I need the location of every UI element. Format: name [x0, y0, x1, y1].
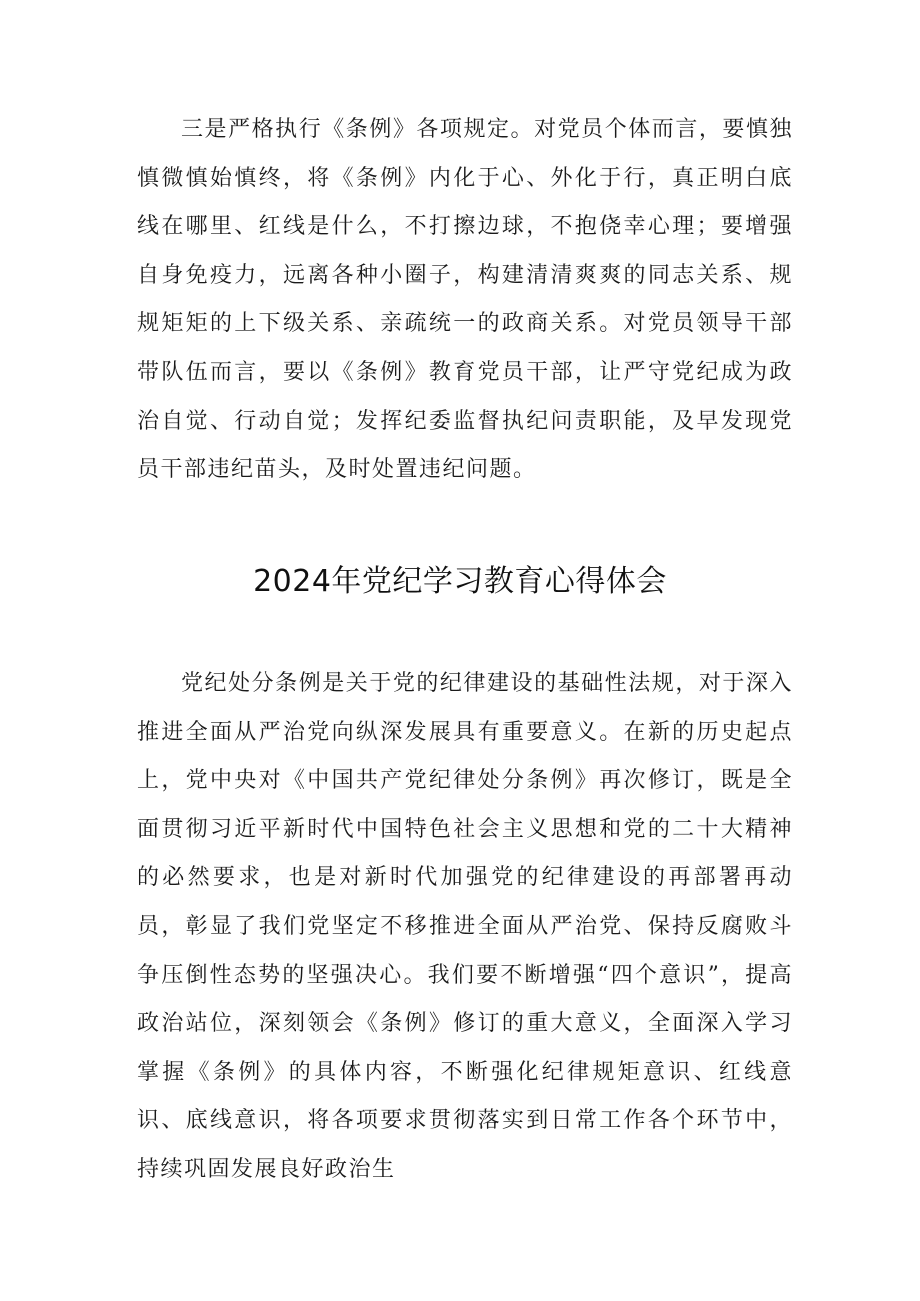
body-paragraph: 三是严格执行《条例》各项规定。对党员个体而言，要慎独慎微慎始慎终，将《条例》内化于心、外化于行，真正明白底线在哪里、红线是什么，不打擦边球，不抱侥幸心理；要增强自身免疫力，远离各种小圈子，构建清清爽爽的同志关系、规规矩矩的上下级关系、亲疏统一的政商关系。对党员领导干部带队伍而言，要以《条例》教育党员干部，让严守党纪成为政治自觉、行动自觉；发挥纪委监督执纪问责职能，及早发现党员干部违纪苗头，及时处置违纪问题。: [137, 117, 793, 483]
body-paragraph: 党纪处分条例是关于党的纪律建设的基础性法规，对于深入推进全面从严治党向纵深发展具有重要意义。在新的历史起点上，党中央对《中国共产党纪律处分条例》再次修订，既是全面贯彻习近平新时代中国特色社会主义思想和党的二十大精神的必然要求，也是对新时代加强党的纪律建设的再部署再动员，彰显了我们党坚定不移推进全面从严治党、保持反腐败斗争压倒性态势的坚强决心。我们要不断增强“四个意识”，提高政治站位，深刻领会《条例》修订的重大意义，全面深入学习掌握《条例》的具体内容，不断强化纪律规矩意识、红线意识、底线意识，将各项要求贯彻落实到日常工作各个环节中，持续巩固发展良好政治生: [137, 671, 793, 1182]
section-heading: 2024年党纪学习教育心得体会: [253, 564, 667, 599]
